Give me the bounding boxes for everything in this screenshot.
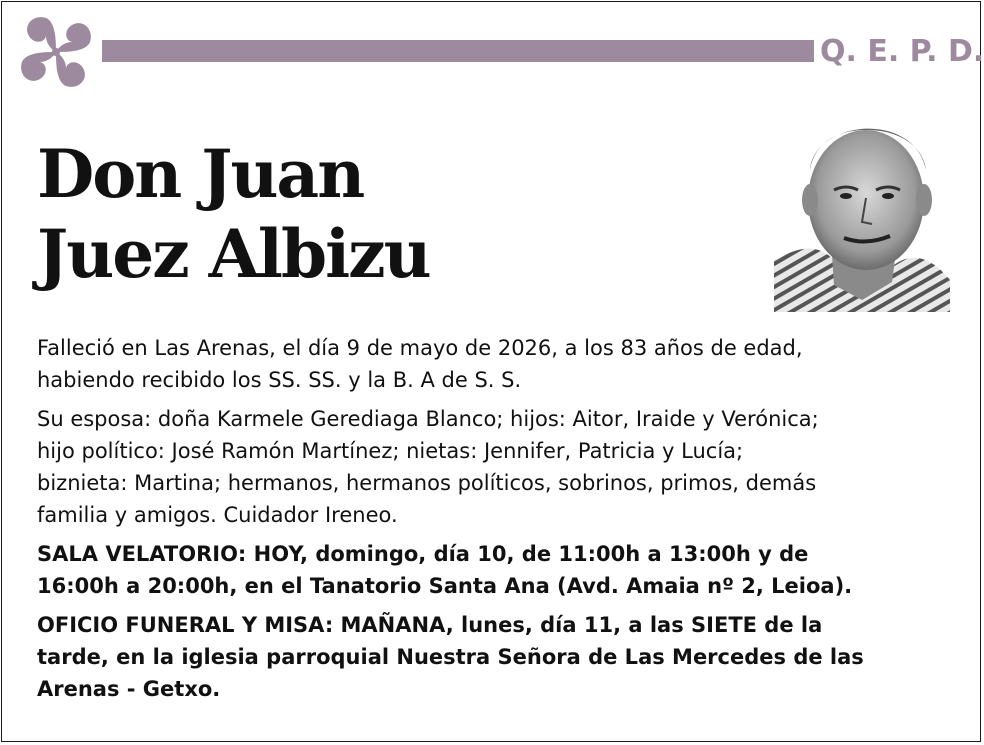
obituary-card — [1, 1, 984, 742]
deceased-name-line2: Juez Albizu — [37, 215, 430, 293]
qepd-label: Q. E. P. D. — [820, 34, 984, 69]
deceased-name-line1: Don Juan — [37, 135, 364, 213]
deceased-name — [37, 134, 430, 294]
wake-paragraph: SALA VELATORIO: HOY, domingo, día 10, de 11:00h a 13:00h y de 16:00h a 20:00h, en el Tanatorio Santa Ana (Avd. Amaia nº 2, Leioa). — [37, 542, 853, 598]
portrait-photo — [774, 100, 950, 312]
death-notice-paragraph: Falleció en Las Arenas, el día 9 de mayo de 2026, a los 83 años de edad, habiendo recibido los SS. SS. y la B. A de S. S. — [37, 336, 803, 392]
lauburu-icon — [18, 14, 94, 90]
obituary-text — [37, 332, 957, 712]
family-paragraph: Su esposa: doña Karmele Gerediaga Blanco; hijos: Aitor, Iraide y Verónica; hijo político: José Ramón Martínez; nietas: Jennifer, Patricia y Lucía; biznieta: Martina; hermanos, hermanos políticos, sobrinos, primos, demás familia y amigos. Cuidador Ireneo. — [37, 407, 819, 527]
funeral-paragraph: OFICIO FUNERAL Y MISA: MAÑANA, lunes, día 11, a las SIETE de la tarde, en la iglesia parroquial Nuestra Señora de Las Mercedes de las Arenas - Getxo. — [37, 613, 864, 701]
header-divider-bar — [102, 40, 814, 62]
